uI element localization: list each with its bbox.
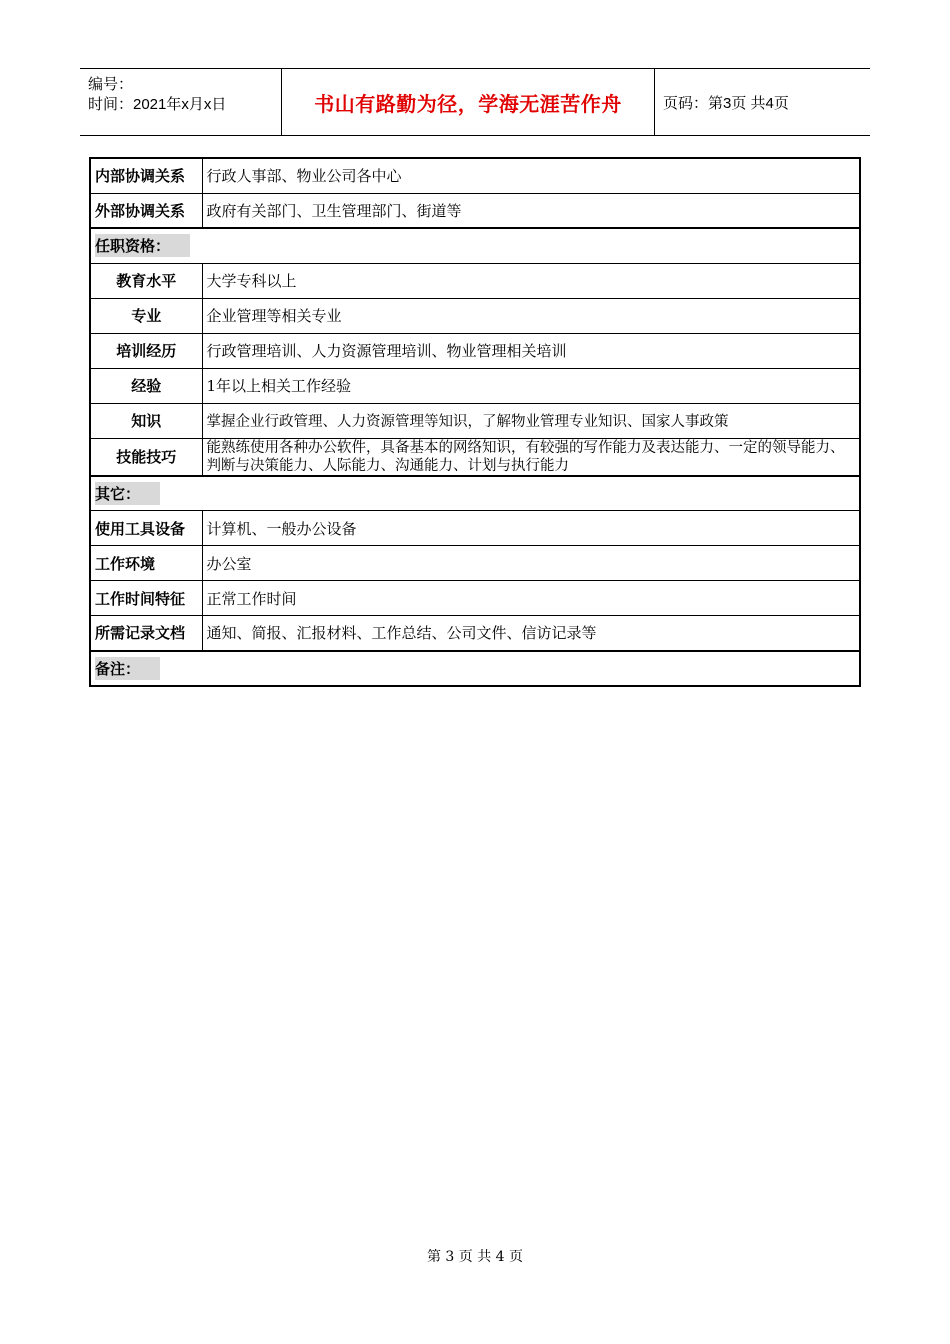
tools-label: 使用工具设备 (90, 511, 202, 546)
motto-text: 书山有路勤为径，学海无涯苦作舟 (314, 91, 622, 116)
table-row (90, 193, 860, 228)
table-row (90, 581, 860, 616)
internal-coordination-value: 行政人事部、物业公司各中心 (202, 158, 860, 193)
header-motto-cell (282, 69, 655, 135)
external-coordination-label: 外部协调关系 (90, 193, 202, 228)
table-row (90, 158, 860, 193)
major-label: 专业 (90, 298, 202, 333)
page-footer: 第 3 页 共 4 页 (426, 1249, 524, 1265)
training-value: 行政管理培训、人力资源管理培训、物业管理相关培训 (202, 333, 860, 368)
header-page-cell (655, 69, 870, 135)
education-value: 大学专科以上 (202, 263, 860, 298)
skills-label: 技能技巧 (90, 438, 202, 476)
date-label: 时间：2021年x月x日 (88, 96, 227, 113)
skills-value: 能熟练使用各种办公软件，具备基本的网络知识，有较强的写作能力及表达能力、一定的领导能力、判断与决策能力、人际能力、沟通能力、计划与执行能力 (202, 438, 860, 476)
table-row (90, 333, 860, 368)
other-title: 其它： (95, 482, 160, 505)
major-value: 企业管理等相关专业 (202, 298, 860, 333)
experience-value: 1年以上相关工作经验 (202, 368, 860, 403)
table-row (90, 546, 860, 581)
work-time-label: 工作时间特征 (90, 581, 202, 616)
section-header-other (90, 476, 860, 511)
section-header-qualifications (90, 228, 860, 263)
qualifications-title: 任职资格： (95, 234, 190, 257)
training-label: 培训经历 (90, 333, 202, 368)
external-coordination-value: 政府有关部门、卫生管理部门、街道等 (202, 193, 860, 228)
experience-label: 经验 (90, 368, 202, 403)
page-info: 页码：第3页 共4页 (663, 94, 789, 112)
number-label: 编号： (88, 76, 134, 93)
job-description-table (89, 157, 861, 687)
documents-label: 所需记录文档 (90, 616, 202, 651)
work-time-value: 正常工作时间 (202, 581, 860, 616)
header-left-cell (80, 69, 282, 135)
knowledge-value: 掌握企业行政管理、人力资源管理等知识，了解物业管理专业知识、国家人事政策 (202, 403, 860, 438)
section-header-remarks (90, 651, 860, 686)
tools-value: 计算机、一般办公设备 (202, 511, 860, 546)
table-row (90, 438, 860, 476)
remarks-title: 备注： (95, 657, 160, 680)
table-row (90, 298, 860, 333)
page-header (80, 68, 870, 136)
table-row (90, 616, 860, 651)
table-row (90, 263, 860, 298)
environment-value: 办公室 (202, 546, 860, 581)
internal-coordination-label: 内部协调关系 (90, 158, 202, 193)
education-label: 教育水平 (90, 263, 202, 298)
table-row (90, 403, 860, 438)
table-row (90, 511, 860, 546)
environment-label: 工作环境 (90, 546, 202, 581)
knowledge-label: 知识 (90, 403, 202, 438)
table-row (90, 368, 860, 403)
documents-value: 通知、简报、汇报材料、工作总结、公司文件、信访记录等 (202, 616, 860, 651)
